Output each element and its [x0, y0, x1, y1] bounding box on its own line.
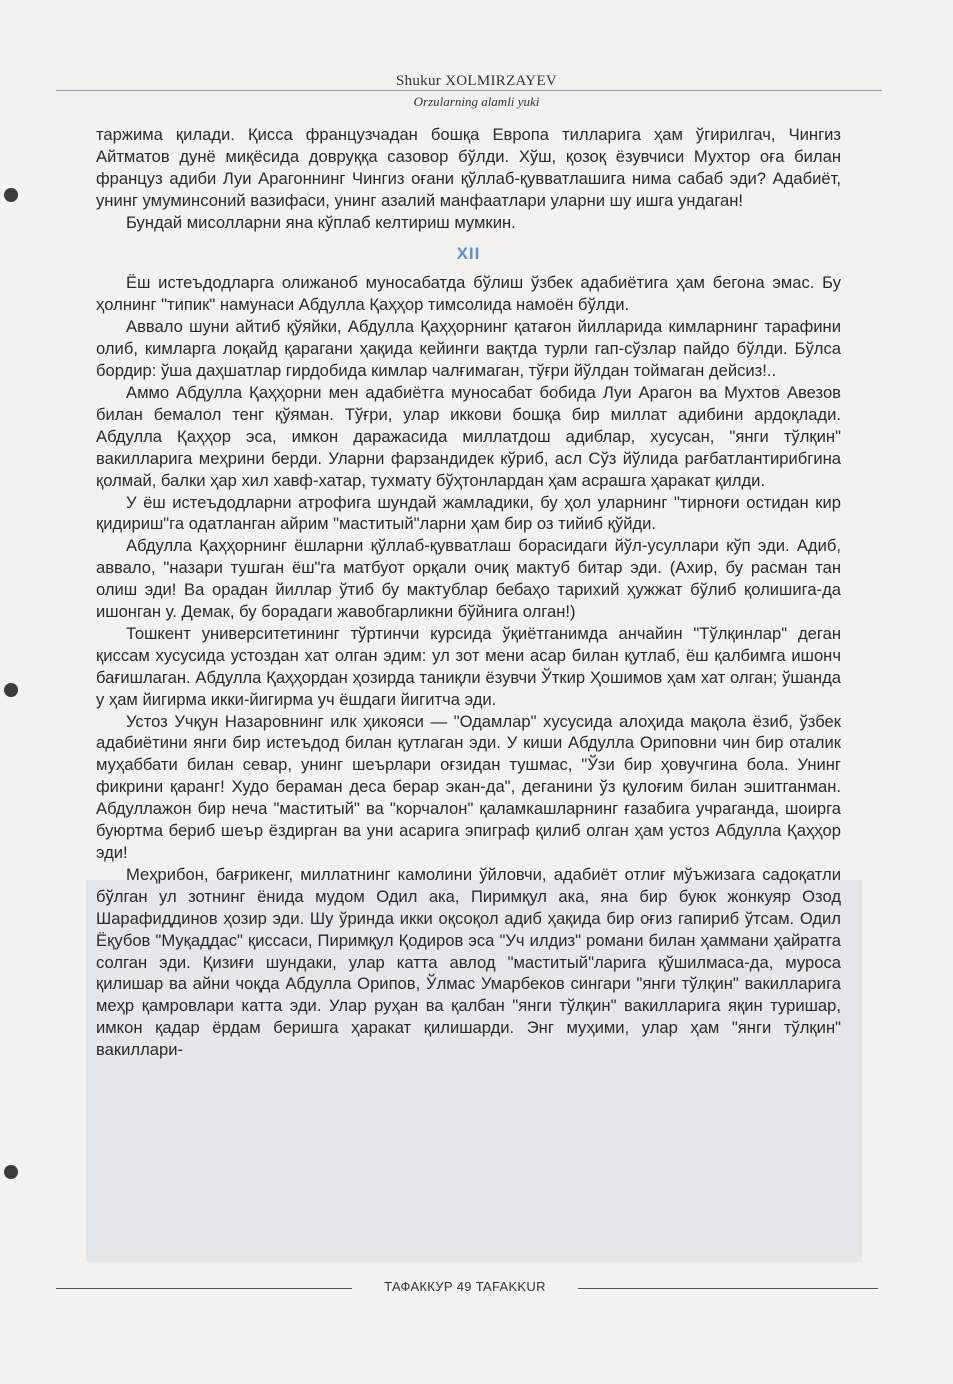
paragraph: Абдулла Қаҳҳорнинг ёшларни қўллаб-қувватлаш борасидаги йўл-усуллари кўп эди. Адиб, аввало, "назари тушган ёш"га матбуот орқали очиқ мактуб битар эди. (Ахир, бу расман тан олиш эди! Ва орадан йиллар ўтиб бу мактублар бебаҳо тарихий ҳужжат бўлиб қолишига-да ишонган у. Демак, бу борадаги жавобгарликни бўйнига олган!)	[96, 536, 841, 622]
paragraph: Устоз Учқун Назаровнинг илк ҳикояси — "Одамлар" хусусида алоҳида мақола ёзиб, ўзбек адабиётини янги бир истеъдод билан қутлаган эди. У киши Абдулла Ориповни чин бир оталик муҳаббати билан севар, унинг шеърлари оғзидан тушмас, "Ўзи бир ҳовучгина бола. Унинг фикрини қаранг! Худо бераман деса берар экан-да", деганини ўз қулоғим билан эшитганман. Абдуллажон бир неча "маститый" ва "корчалон" қаламкашларнинг ғазабига учраганда, шоирга буюртма бериб шеър ёздирган ва уни асарига эпиграф қилиб олган ҳам устоз Абдулла Қаҳҳор эди!	[96, 711, 841, 862]
binder-hole-icon	[4, 188, 18, 202]
footer-rule-left	[56, 1288, 352, 1289]
header-subtitle: Orzularning alamli yuki	[413, 94, 540, 109]
binder-hole-icon	[4, 1165, 18, 1179]
body-text	[96, 124, 841, 1061]
paragraph: Ёш истеъдодларга олижаноб муносабатда бўлиш ўзбек адабиётига ҳам бегона эмас. Бу ҳолнинг "типик" намунаси Абдулла Қаҳҳор тимсолида намоён бўлди.	[96, 273, 841, 315]
paragraph: таржима қилади. Қисса французчадан бошқа Европа тилларига ҳам ўгирилгач, Чингиз Айтматов дунё миқёсида довруққа сазовор бўлди. Хўш, қозоқ ёзувчиси Мухтор оға билан француз адиби Луи Арагоннинг Чингиз оғани қўллаб-қувватлашига нима сабаб эди? Адабиёт, унинг умуминсоний вазифаси, унинг азалий манфаатлари уларни шу ишга ундаган!	[96, 125, 841, 210]
footer-rule-right	[578, 1288, 878, 1289]
running-header	[0, 72, 953, 90]
page-footer: ТАФАККУР 49 TAFAKKUR	[384, 1279, 546, 1294]
paragraph: Бундай мисолларни яна кўплаб келтириш мумкин.	[126, 212, 516, 232]
header-rule	[56, 90, 882, 91]
paragraph: Аввало шуни айтиб қўяйки, Абдулла Қаҳҳорнинг қатағон йилларида кимларнинг тарафини олиб, кимларга лоқайд қарагани ҳақида кейинги вақтда турли гап-сўзлар пайдо бўлди. Бўлса бордир: ўша даҳшатлар гирдобида кимлар чалғимаган, тўғри йўлдан тоймаган дейсиз!..	[96, 317, 841, 381]
paragraph: Меҳрибон, бағрикенг, миллатнинг камолини ўйловчи, адабиёт отлиғ мўъжизага садоқатли бўлган ул зотнинг ёнида мудом Одил ака, Пиримқул ака, яна бир буюк жонкуяр Озод Шарафиддинов ҳозир эди. Шу ўринда икки оқсоқол адиб ҳақида бир оғиз гапириб ўтсам. Одил Ёқубов "Муқаддас" қиссаси, Пиримқул Қодиров эса "Уч илдиз" романи билан ҳаммани ҳайратга солган эди. Қизиғи шундаки, улар катта авлод "маститый"ларига қўшилмаса-да, муроса қилишар ва айни чоқда Абдулла Орипов, Ўлмас Умарбеков сингари "янги тўлқин" вакилларига меҳр қамровлари катта эди. Улар руҳан ва қалбан "янги тўлқин" вакилларига яқин туришар, имкон қадар ёрдам беришга ҳаракат қилишарди. Энг муҳими, улар ҳам "янги тўлқин" вакиллари-	[96, 864, 841, 1060]
paragraph: Аммо Абдулла Қаҳҳорни мен адабиётга муносабат бобида Луи Арагон ва Мухтов Авезов билан бемалол тенг қўяман. Тўғри, улар иккови бошқа бир миллат адибини ардоқлади. Абдулла Қаҳҳор эса, имкон даражасида миллатдош адиблар, хусусан, "янги тўлқин" вакилларига меҳрини берди. Уларни фарзандидек кўриб, асл Сўз йўлида рағбатлантирибгина қолмай, балки ҳар хил хавф-хатар, тухмату бўҳтонлардан ҳам асрашга ҳаракат қилди.	[96, 382, 841, 490]
binder-hole-icon	[4, 683, 18, 697]
paragraph: Тошкент университетининг тўртинчи курсида ўқиётганимда анчайин "Тўлқинлар" деган қиссам хусусида устоздан хат олган эдим: ул зот мени асар билан қутлаб, ёш қалбимга ишонч бағишлаган. Абдулла Қаҳҳордан ҳозирда таниқли ёзувчи Ўткир Ҳошимов ҳам хат олган; ўшанда у ҳам йигирма икки-йигирма уч ёшдаги йигитча эди.	[96, 623, 841, 709]
section-heading: XII	[456, 243, 481, 263]
author-name: Shukur XOLMIRZAYEV	[395, 73, 558, 89]
paragraph: У ёш истеъдодларни атрофига шундай жамладики, бу ҳол уларнинг "тирноғи остидан кир қидириш"га одатланган айрим "маститый"ларни ҳам бир оз тийиб қўйди.	[96, 492, 841, 534]
